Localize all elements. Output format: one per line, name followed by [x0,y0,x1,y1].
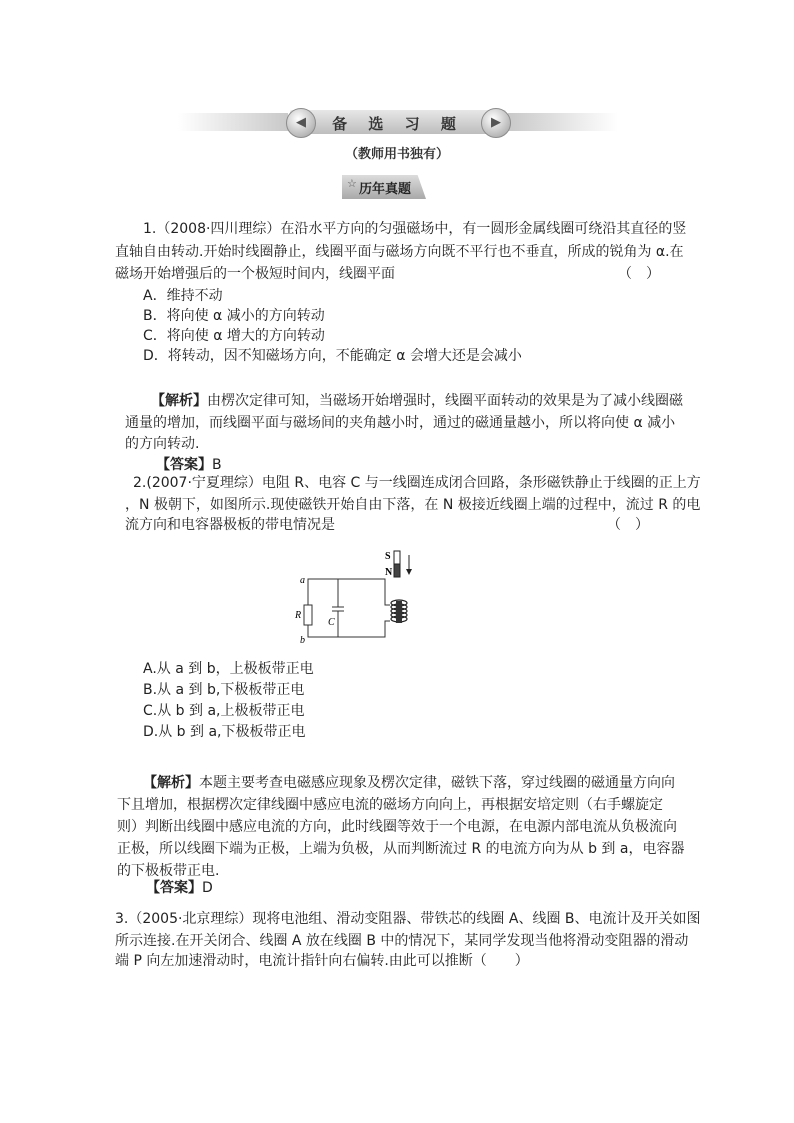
q2-analysis-line-5: 的下极板带正电. [117,863,220,879]
q2-line-1: 2.(2007·宁夏理综）电阻 R、电容 C 与一线圈连成闭合回路，条形磁铁静止于线圈的正上方 [133,475,701,491]
label-c: C [328,617,335,628]
q2-analysis-line-4: 正极，所以线圈下端为正极，上端为负极，从而判断流过 R 的电流方向为从 b 到 a，电容器 [117,841,685,857]
q2-answer-label: 【答案】 [146,880,202,896]
q1-option-b: B．将向使 α 减小的方向转动 [143,308,325,324]
coil [391,600,407,623]
q2-answer-paren: （ ） [607,517,649,533]
q3-line-2: 所示连接.在开关闭合、线圈 A 放在线圈 B 中的情况下，某同学发现当他将滑动变阻器的滑动 [115,933,689,949]
q2-analysis-first-line [143,773,675,793]
banner-right-stripe [508,113,618,131]
q1-analysis-label: 【解析】 [151,393,207,409]
q1-analysis-line-1: 由楞次定律可知，当磁场开始增强时，线圈平面转动的效果是为了减小线圈磁 [207,393,683,409]
q3-line-3: 端 P 向左加速滑动时，电流计指针向右偏转.由此可以推断（ ） [115,953,529,969]
resistor [304,605,312,625]
q3-line-1: 3.（2005·北京理综）现将电池组、滑动变阻器、带铁芯的线圈 A、线圈 B、电流计及开关如图 [115,911,701,927]
label-a: a [300,575,305,586]
q1-answer-value: B [212,457,222,473]
subtitle: （教师用书独有） [344,147,449,162]
q1-option-a: A．维持不动 [143,288,223,304]
wire-top [308,579,390,605]
magnet-north-half [394,564,400,577]
wire-bottom [308,605,390,637]
q1-line-1: 1.（2008·四川理综）在沿水平方向的匀强磁场中，有一圆形金属线圈可绕沿其直径的竖 [143,221,687,237]
q1-analysis-line-2: 通量的增加，而线圈平面与磁场间的夹角越小时，通过的磁通量越小，所以将向使 α 减小 [125,415,676,431]
label-s: S [385,551,391,562]
q2-option-c: C.从 b 到 a,上极板带正电 [143,703,305,719]
q1-analysis-line-3: 的方向转动. [125,436,200,452]
q2-line-3: 流方向和电容器极板的带电情况是 [125,517,335,533]
q1-answer-row [156,455,222,475]
q2-analysis-label: 【解析】 [143,775,199,791]
q2-answer-row [146,878,213,898]
q1-answer-label: 【答案】 [156,457,212,473]
q1-option-d: D．将转动，因不知磁场方向，不能确定 α 会增大还是会减小 [143,348,522,364]
star-icon: ☆ [347,177,357,190]
q1-line-2: 直轴自由转动.开始时线圈静止，线圈平面与磁场方向既不平行也不垂直，所成的锐角为 α.在 [115,244,684,260]
q2-option-d: D.从 b 到 a,下极板带正电 [143,724,306,740]
q2-analysis-line-1: 本题主要考查电磁感应现象及楞次定律，磁铁下落，穿过线圈的磁通量方向向 [199,775,675,791]
right-arrow-icon: ▶ [481,108,511,138]
left-arrow-icon: ◀ [286,108,316,138]
q2-answer-value: D [202,880,213,896]
label-b: b [300,635,305,645]
q2-line-2: ，N 极朝下，如图所示.现使磁铁开始自由下落，在 N 极接近线圈上端的过程中，流过 R 的电 [125,497,701,513]
q2-option-b: B.从 a 到 b,下极板带正电 [143,682,305,698]
label-r: R [295,610,302,621]
q2-analysis-line-2: 下且增加，根据楞次定律线圈中感应电流的磁场方向向上，再根据安培定则（右手螺旋定 [117,797,663,813]
q1-answer-paren: （ ） [618,266,660,282]
q1-analysis-first-line [151,391,683,411]
q1-line-3: 磁场开始增强后的一个极短时间内，线圈平面 [115,266,395,282]
q2-analysis-line-3: 则）判断出线圈中感应电流的方向，此时线圈等效于一个电源，在电源内部电流从负极流向 [117,819,677,835]
fall-arrow-head [406,569,412,575]
circuit-diagram [290,545,430,645]
q2-option-a: A.从 a 到 b，上极板带正电 [143,661,314,677]
banner-title: 备 选 习 题 [332,115,464,133]
label-n: N [385,567,393,578]
banner-left-stripe [178,113,288,131]
section-tag-label: 历年真题 [359,182,412,197]
q1-option-c: C．将向使 α 增大的方向转动 [143,328,325,344]
